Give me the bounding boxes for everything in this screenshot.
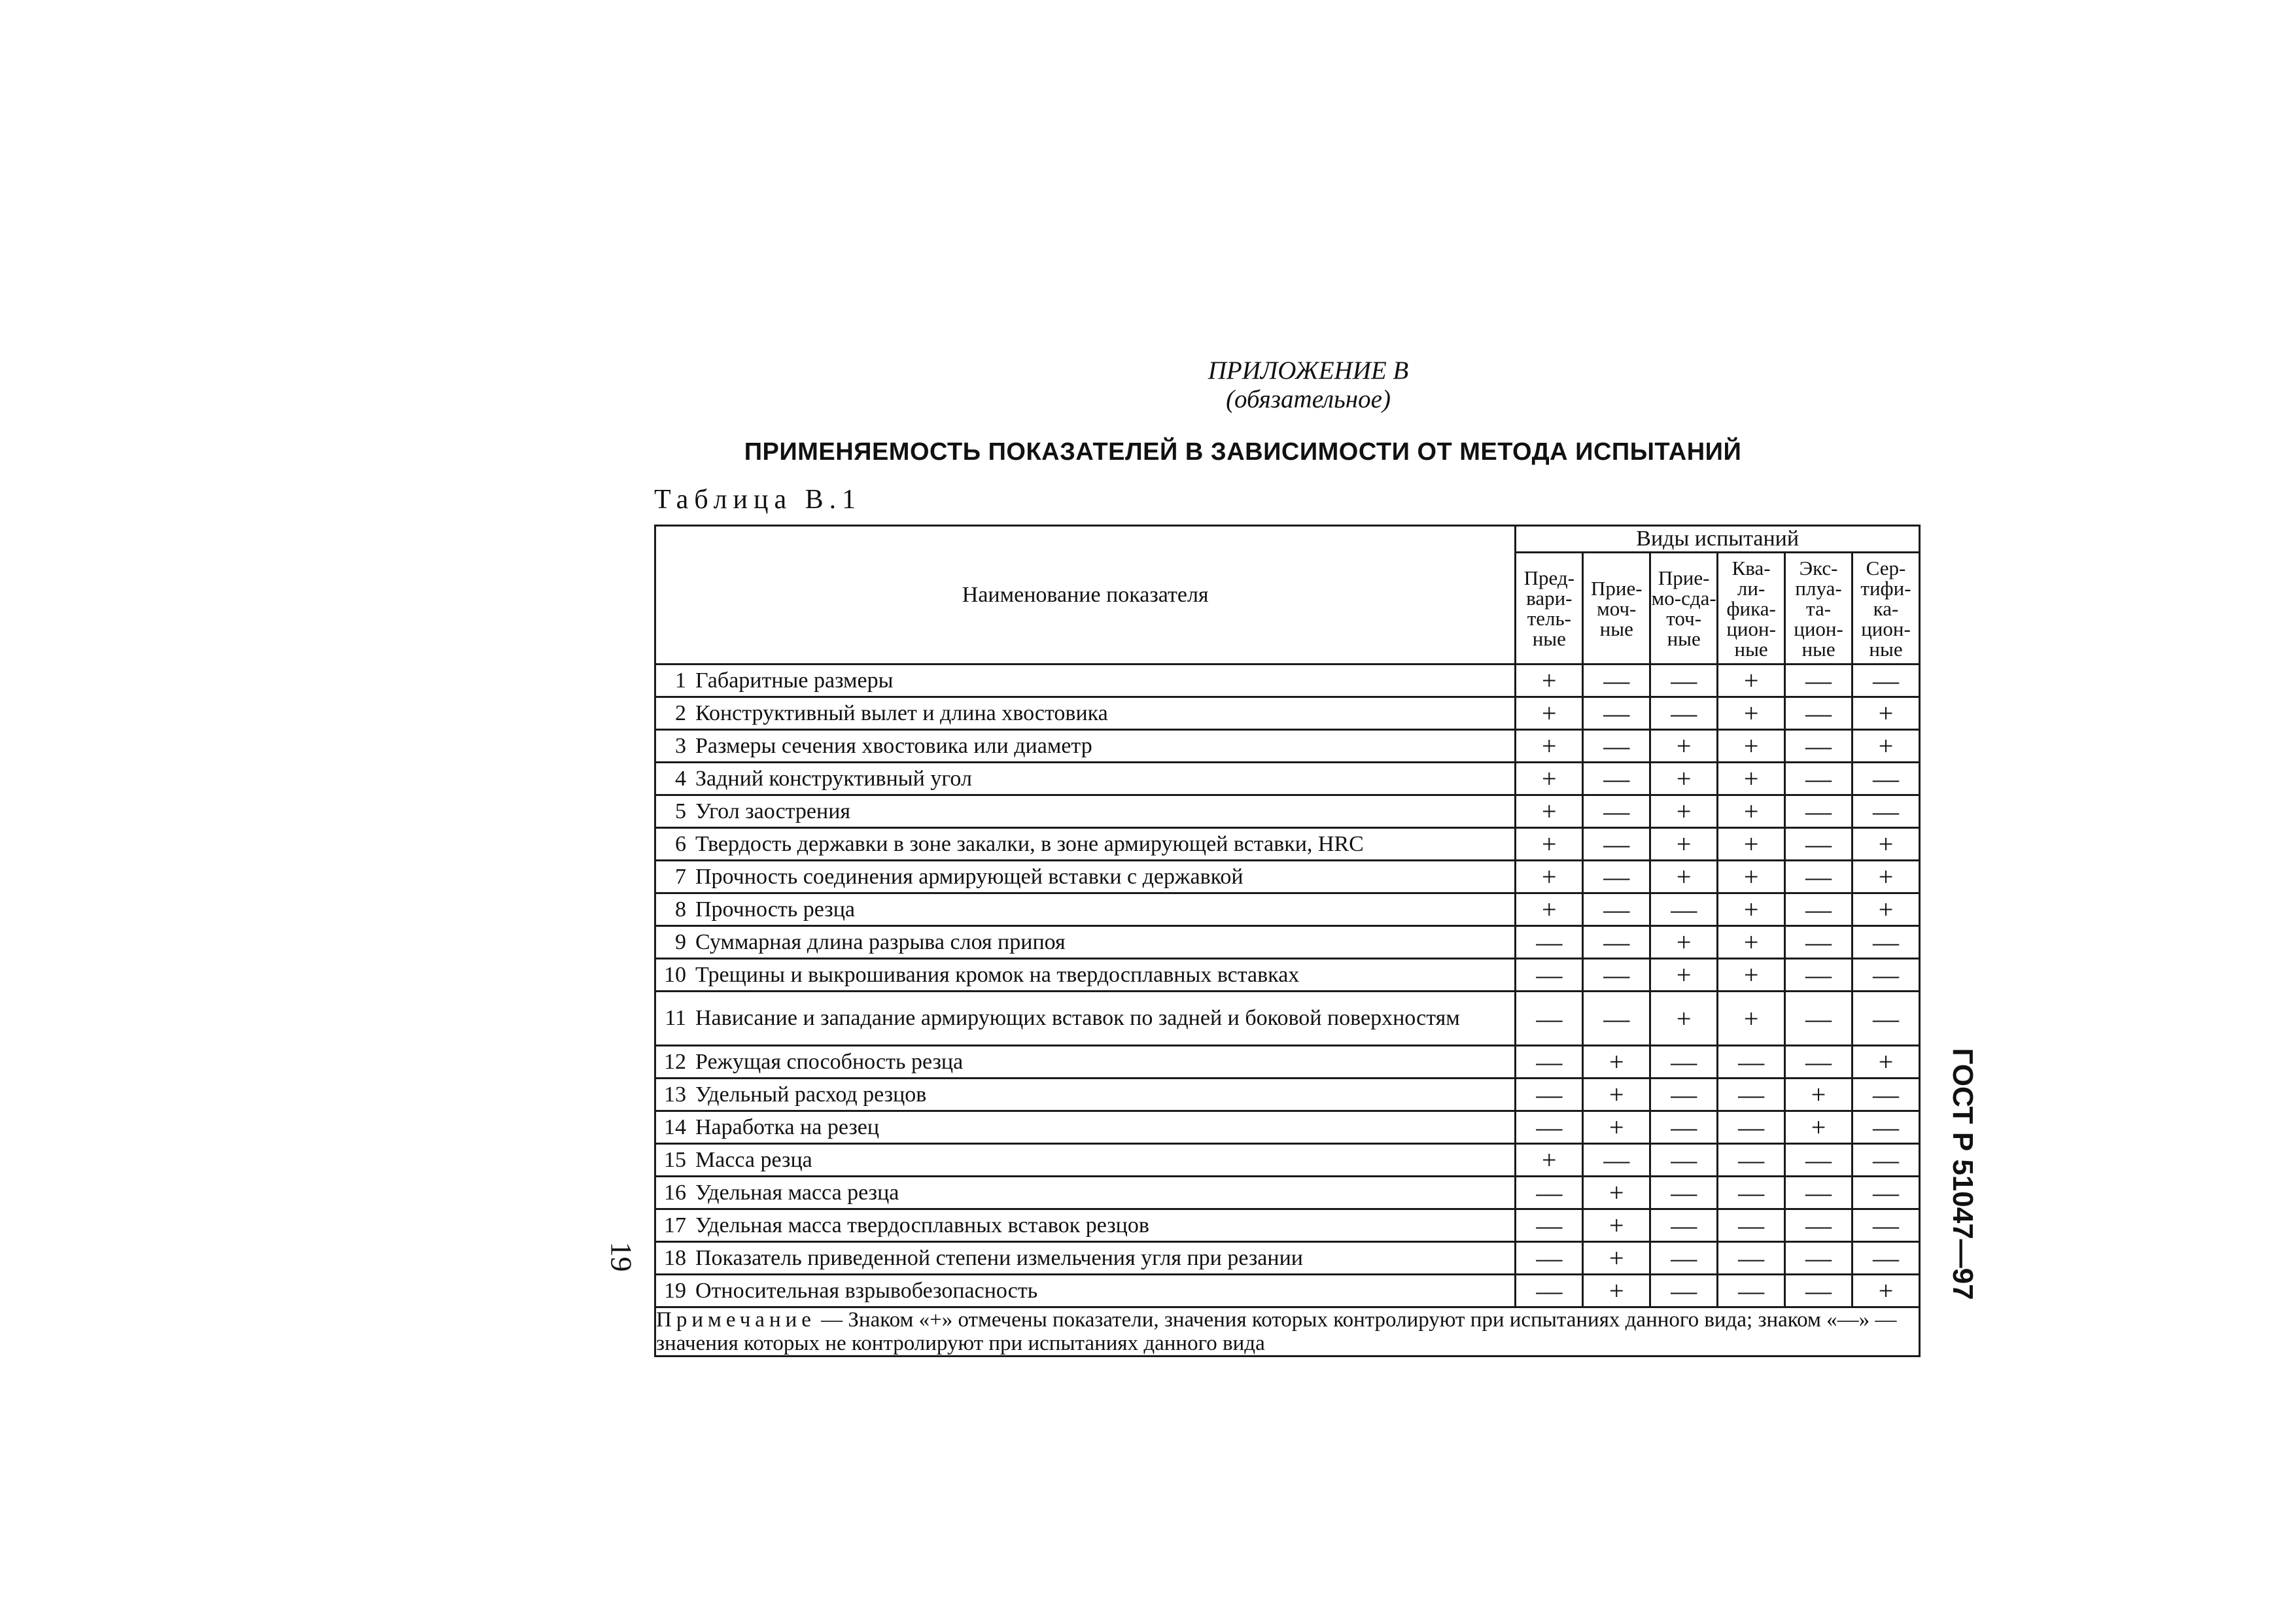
test-type-header-4: Ква-ли-фика-цион-ные (1718, 553, 1785, 665)
indicator-name: Показатель приведенной степени измельчения угля при резании (695, 1245, 1303, 1270)
mark-cell: + (1583, 1275, 1650, 1307)
indicator-name: Габаритные размеры (695, 668, 894, 693)
table-row (655, 893, 1920, 926)
mark-cell: + (1718, 763, 1785, 795)
mark-cell: — (1516, 1177, 1583, 1209)
test-type-header-6: Сер-тифи-ка-цион-ные (1852, 553, 1920, 665)
table-row (655, 1144, 1920, 1177)
mark-cell: — (1718, 1275, 1785, 1307)
mark-cell: — (1650, 1242, 1718, 1275)
indicator-name-cell (655, 1046, 1516, 1079)
mark-cell: — (1650, 893, 1718, 926)
mark-cell: — (1583, 926, 1650, 959)
mark-cell: — (1785, 1144, 1852, 1177)
mark-cell: + (1852, 828, 1920, 861)
mark-cell: — (1785, 1177, 1852, 1209)
indicator-name-cell (655, 763, 1516, 795)
mark-cell: — (1852, 992, 1920, 1046)
mark-cell: — (1650, 1144, 1718, 1177)
test-type-header-2: Прие-моч-ные (1583, 553, 1650, 665)
mark-cell: + (1852, 1046, 1920, 1079)
indicator-name: Наработка на резец (695, 1114, 880, 1139)
note-lead: Примечание (656, 1308, 816, 1332)
mark-cell: — (1583, 763, 1650, 795)
mark-cell: + (1516, 763, 1583, 795)
indicator-name-cell (655, 959, 1516, 992)
mark-cell: + (1583, 1111, 1650, 1144)
indicator-name-cell (655, 828, 1516, 861)
note-text: — Знаком «+» отмечены показатели, значения которых контролируют при испытаниях данного вида; знаком «—» — значения которых не контролируют при испытаниях данного вида (656, 1308, 1897, 1355)
mark-cell: + (1718, 926, 1785, 959)
annex-heading (916, 356, 1701, 414)
table-row (655, 697, 1920, 730)
table-row (655, 795, 1920, 828)
mark-cell: + (1718, 861, 1785, 893)
indicator-name-cell (655, 1209, 1516, 1242)
mark-cell: — (1785, 1046, 1852, 1079)
mark-cell: + (1583, 1209, 1650, 1242)
applicability-table (654, 525, 1921, 1357)
table-row (655, 959, 1920, 992)
table-row (655, 1209, 1920, 1242)
mark-cell: + (1583, 1046, 1650, 1079)
indicator-number: 11 (665, 1006, 686, 1030)
mark-cell: — (1785, 795, 1852, 828)
mark-cell: — (1785, 861, 1852, 893)
indicator-name: Относительная взрывобезопасность (695, 1278, 1038, 1303)
table-row (655, 1111, 1920, 1144)
mark-cell: — (1583, 828, 1650, 861)
indicator-name-cell (655, 1111, 1516, 1144)
annex-title: ПРИЛОЖЕНИЕ В (1208, 356, 1409, 385)
indicator-number: 14 (664, 1114, 686, 1139)
mark-cell: — (1852, 1079, 1920, 1111)
table-row (655, 1046, 1920, 1079)
mark-cell: — (1852, 959, 1920, 992)
mark-cell: + (1785, 1079, 1852, 1111)
mark-cell: — (1516, 1209, 1583, 1242)
table-row (655, 763, 1920, 795)
mark-cell: + (1852, 1275, 1920, 1307)
mark-cell: + (1650, 828, 1718, 861)
indicator-name-cell (655, 795, 1516, 828)
standard-designation: ГОСТ Р 51047—97 (1947, 1048, 1979, 1300)
indicator-name: Нависание и западание армирующих вставок по задней и боковой поверхностям (695, 1006, 1460, 1030)
indicator-number: 18 (664, 1245, 686, 1270)
test-type-header-5: Экс-плуа-та-цион-ные (1785, 553, 1852, 665)
mark-cell: + (1718, 730, 1785, 763)
mark-cell: — (1650, 1275, 1718, 1307)
mark-cell: — (1583, 893, 1650, 926)
mark-cell: — (1650, 1209, 1718, 1242)
mark-cell: + (1650, 926, 1718, 959)
mark-cell: + (1516, 697, 1583, 730)
mark-cell: — (1785, 893, 1852, 926)
table-note-row (655, 1307, 1920, 1356)
table-row (655, 828, 1920, 861)
mark-cell: — (1785, 926, 1852, 959)
table-row (655, 926, 1920, 959)
mark-cell: — (1516, 1046, 1583, 1079)
indicator-name-cell (655, 992, 1516, 1046)
test-type-header-1: Пред-вари-тель-ные (1516, 553, 1583, 665)
mark-cell: — (1785, 1275, 1852, 1307)
page-title: ПРИМЕНЯЕМОСТЬ ПОКАЗАТЕЛЕЙ В ЗАВИСИМОСТИ ОТ МЕТОДА ИСПЫТАНИЙ (744, 438, 1742, 466)
mark-cell: — (1583, 665, 1650, 697)
indicator-name: Размеры сечения хвостовика или диаметр (695, 733, 1092, 758)
mark-cell: — (1785, 959, 1852, 992)
mark-cell: — (1852, 795, 1920, 828)
mark-cell: + (1718, 697, 1785, 730)
mark-cell: + (1516, 861, 1583, 893)
mark-cell: — (1516, 926, 1583, 959)
mark-cell: + (1785, 1111, 1852, 1144)
mark-cell: — (1650, 1177, 1718, 1209)
mark-cell: + (1583, 1242, 1650, 1275)
mark-cell: — (1718, 1177, 1785, 1209)
indicator-name: Удельная масса резца (695, 1180, 899, 1205)
indicator-number: 9 (675, 929, 686, 954)
table-row (655, 861, 1920, 893)
table-body (655, 665, 1920, 1307)
mark-cell: — (1650, 1079, 1718, 1111)
indicator-number: 5 (675, 799, 686, 823)
mark-cell: — (1583, 992, 1650, 1046)
table-row (655, 730, 1920, 763)
indicator-name: Твердость державки в зоне закалки, в зоне армирующей вставки, HRC (695, 831, 1364, 856)
mark-cell: — (1516, 992, 1583, 1046)
indicator-number: 7 (675, 864, 686, 889)
indicator-number: 6 (675, 831, 686, 856)
mark-cell: — (1583, 730, 1650, 763)
mark-cell: + (1718, 992, 1785, 1046)
mark-cell: — (1650, 697, 1718, 730)
indicator-name-cell (655, 926, 1516, 959)
mark-cell: + (1516, 1144, 1583, 1177)
indicator-name-cell (655, 665, 1516, 697)
mark-cell: — (1852, 1209, 1920, 1242)
mark-cell: — (1852, 1177, 1920, 1209)
mark-cell: + (1516, 893, 1583, 926)
mark-cell: — (1583, 861, 1650, 893)
name-column-header: Наименование показателя (655, 526, 1516, 665)
indicator-name: Прочность резца (695, 897, 855, 922)
indicator-number: 16 (664, 1180, 686, 1205)
mark-cell: + (1718, 795, 1785, 828)
mark-cell: + (1718, 959, 1785, 992)
table-row (655, 1177, 1920, 1209)
mark-cell: — (1516, 1275, 1583, 1307)
table-row (655, 665, 1920, 697)
mark-cell: — (1718, 1046, 1785, 1079)
mark-cell: — (1785, 665, 1852, 697)
mark-cell: — (1785, 1209, 1852, 1242)
mark-cell: + (1852, 697, 1920, 730)
mark-cell: — (1650, 1046, 1718, 1079)
indicator-name-cell (655, 1275, 1516, 1307)
mark-cell: — (1852, 763, 1920, 795)
mark-cell: + (1650, 861, 1718, 893)
indicator-name: Конструктивный вылет и длина хвостовика (695, 700, 1108, 725)
indicator-number: 3 (675, 733, 686, 758)
mark-cell: — (1583, 1144, 1650, 1177)
indicator-name-cell (655, 893, 1516, 926)
indicator-number: 19 (664, 1278, 686, 1303)
mark-cell: + (1583, 1079, 1650, 1111)
mark-cell: — (1785, 1242, 1852, 1275)
mark-cell: — (1650, 665, 1718, 697)
mark-cell: + (1650, 763, 1718, 795)
indicator-name-cell (655, 697, 1516, 730)
indicator-number: 12 (664, 1049, 686, 1074)
mark-cell: — (1516, 1111, 1583, 1144)
mark-cell: + (1852, 861, 1920, 893)
page-number: 19 (604, 1241, 638, 1272)
indicator-number: 15 (664, 1147, 686, 1172)
test-type-header-3: Прие-мо-сда-точ-ные (1650, 553, 1718, 665)
table-row (655, 992, 1920, 1046)
mark-cell: + (1516, 730, 1583, 763)
mark-cell: + (1650, 959, 1718, 992)
mark-cell: + (1516, 795, 1583, 828)
indicator-name: Удельная масса твердосплавных вставок резцов (695, 1213, 1149, 1237)
mark-cell: — (1718, 1209, 1785, 1242)
mark-cell: + (1583, 1177, 1650, 1209)
indicator-name-cell (655, 1079, 1516, 1111)
indicator-number: 2 (675, 700, 686, 725)
indicator-name-cell (655, 730, 1516, 763)
table-row (655, 1079, 1920, 1111)
indicator-number: 1 (675, 668, 686, 693)
indicator-name: Задний конструктивный угол (695, 766, 972, 791)
table-caption: Таблица В.1 (654, 485, 862, 515)
indicator-name: Режущая способность резца (695, 1049, 964, 1074)
mark-cell: — (1852, 926, 1920, 959)
mark-cell: + (1718, 893, 1785, 926)
mark-cell: — (1785, 697, 1852, 730)
mark-cell: + (1650, 992, 1718, 1046)
test-types-group-header: Виды испытаний (1516, 526, 1920, 553)
indicator-name: Трещины и выкрошивания кромок на твердосплавных вставках (695, 962, 1300, 987)
mark-cell: + (1650, 730, 1718, 763)
mark-cell: — (1516, 1079, 1583, 1111)
indicator-name: Суммарная длина разрыва слоя припоя (695, 929, 1066, 954)
mark-cell: + (1516, 828, 1583, 861)
mark-cell: — (1583, 959, 1650, 992)
mark-cell: + (1852, 730, 1920, 763)
mark-cell: — (1516, 1242, 1583, 1275)
indicator-name-cell (655, 861, 1516, 893)
table-row (655, 1242, 1920, 1275)
mark-cell: — (1852, 665, 1920, 697)
mark-cell: — (1718, 1242, 1785, 1275)
indicator-number: 10 (664, 962, 686, 987)
table-row (655, 1275, 1920, 1307)
indicator-name: Масса резца (695, 1147, 812, 1172)
indicator-name-cell (655, 1144, 1516, 1177)
indicator-number: 13 (664, 1082, 686, 1107)
mark-cell: — (1583, 795, 1650, 828)
mark-cell: — (1583, 697, 1650, 730)
mark-cell: — (1852, 1111, 1920, 1144)
indicator-number: 8 (675, 897, 686, 922)
indicator-number: 4 (675, 766, 686, 791)
mark-cell: — (1650, 1111, 1718, 1144)
mark-cell: + (1516, 665, 1583, 697)
mark-cell: — (1852, 1242, 1920, 1275)
indicator-name-cell (655, 1177, 1516, 1209)
mark-cell: — (1785, 730, 1852, 763)
annex-status: (обязательное) (1226, 385, 1391, 413)
mark-cell: — (1785, 992, 1852, 1046)
table-note (655, 1307, 1920, 1356)
mark-cell: — (1785, 763, 1852, 795)
mark-cell: — (1718, 1144, 1785, 1177)
mark-cell: + (1718, 828, 1785, 861)
mark-cell: — (1516, 959, 1583, 992)
mark-cell: — (1718, 1111, 1785, 1144)
indicator-name: Прочность соединения армирующей вставки с державкой (695, 864, 1244, 889)
mark-cell: — (1718, 1079, 1785, 1111)
mark-cell: + (1852, 893, 1920, 926)
mark-cell: + (1650, 795, 1718, 828)
indicator-number: 17 (664, 1213, 686, 1237)
indicator-name: Угол заострения (695, 799, 851, 823)
indicator-name: Удельный расход резцов (695, 1082, 927, 1107)
mark-cell: — (1852, 1144, 1920, 1177)
indicator-name-cell (655, 1242, 1516, 1275)
mark-cell: + (1718, 665, 1785, 697)
mark-cell: — (1785, 828, 1852, 861)
